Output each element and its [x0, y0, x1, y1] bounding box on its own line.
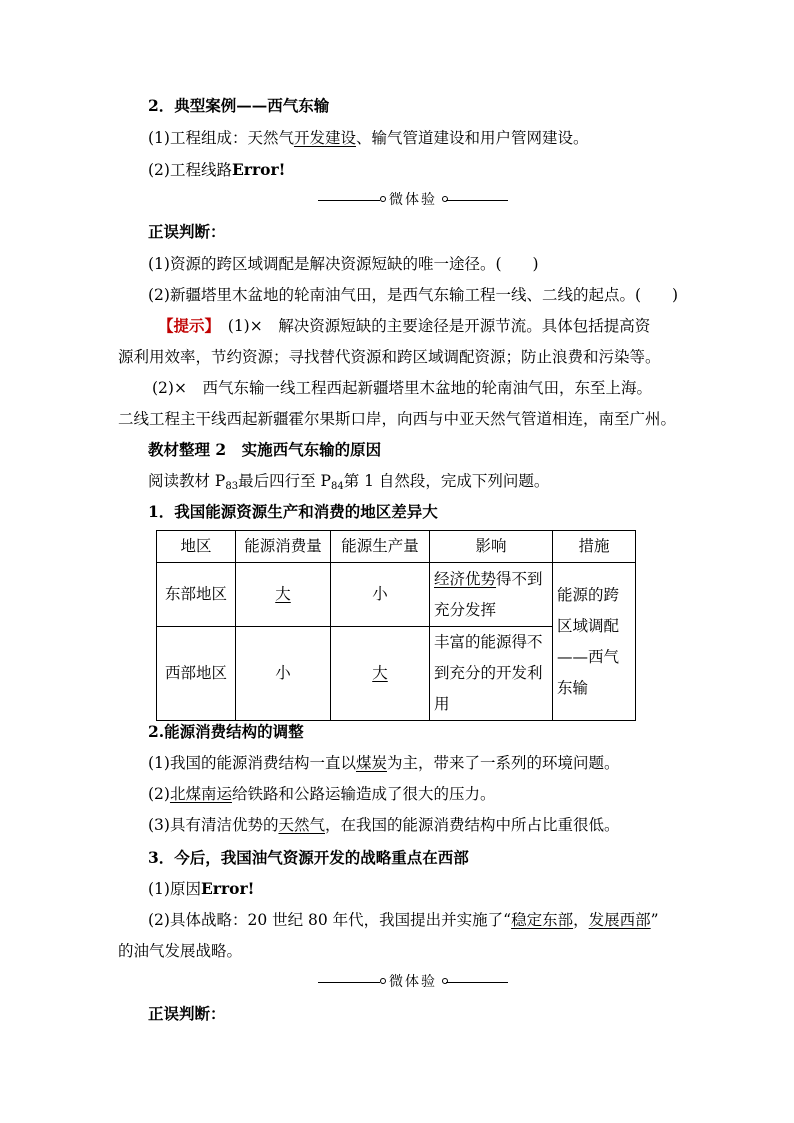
underlined-answer: 北煤南运	[169, 785, 232, 803]
text: 给铁路和公路运输造成了很大的压力。	[231, 785, 496, 803]
subheading: 1．我国能源资源生产和消费的地区差异大	[148, 502, 438, 521]
judge-heading: 正误判断：	[148, 222, 226, 241]
text: (2)	[148, 785, 170, 803]
paragraph	[148, 910, 659, 930]
paragraph-cont: 的油气发展战略。	[118, 942, 243, 960]
text: ，在我国的能源消费结构中所占比重很低。	[324, 816, 620, 834]
error-text: Error!	[200, 879, 255, 898]
separator-label: 微体验	[389, 192, 437, 208]
paragraph	[148, 128, 589, 148]
text: (3)具有清洁优势的	[148, 816, 279, 834]
text: 区域调配	[557, 616, 620, 635]
text: 东输	[557, 678, 589, 697]
material-title: 教材整理 2 实施西气东输的原因	[148, 440, 382, 459]
table-header-cell: 能源消费量	[236, 531, 331, 563]
underlined-answer: 经济优势	[434, 569, 497, 588]
text: ”	[650, 911, 659, 929]
table-header-cell: 影响	[430, 531, 553, 563]
section-title	[148, 96, 329, 116]
impact-cell	[430, 563, 553, 627]
table-header-cell: 能源生产量	[331, 531, 430, 563]
subheading: 2.能源消费结构的调整	[148, 722, 304, 741]
text: 、输气管道建设和用户管网建设。	[355, 129, 589, 147]
produce-cell: 小	[331, 563, 430, 627]
text: (2)具体战略：20 世纪 80 年代，我国提出并实施了“	[148, 911, 512, 929]
text: 丰富的能源得不	[434, 633, 543, 651]
table-header-cell: 措施	[553, 531, 636, 563]
produce-cell	[331, 627, 430, 721]
text: (1)原因	[148, 880, 201, 898]
paragraph	[148, 753, 620, 773]
separator-dot	[442, 196, 448, 202]
separator-dot	[442, 978, 448, 984]
region-cell: 西部地区	[157, 627, 236, 721]
question: (1)资源的跨区域调配是解决资源短缺的唯一途径。( )	[148, 255, 539, 273]
impact-cell	[430, 627, 553, 721]
judge-heading: 正误判断：	[148, 1004, 226, 1023]
text: ——西气	[557, 647, 620, 666]
consume-cell	[236, 563, 331, 627]
underlined-answer: 发展西部	[588, 911, 651, 929]
text: (1)× 解决资源短缺的主要途径是开源节流。具体包括提高资	[212, 317, 651, 335]
paragraph	[148, 160, 285, 180]
paragraph	[148, 784, 496, 804]
text: 能源的跨	[557, 585, 620, 604]
text: 最后四行至 P	[238, 472, 331, 490]
separator-line	[318, 982, 380, 983]
hint-paragraph-cont: 二线工程主干线西起新疆霍尔果斯口岸，向西与中亚天然气管道相连，南至广州。	[118, 410, 677, 428]
question: (2)新疆塔里木盆地的轮南油气田，是西气东输工程一线、二线的起点。( )	[148, 286, 679, 304]
page-subscript: 84	[330, 481, 344, 492]
underlined-answer: 大	[275, 585, 291, 603]
table-row	[157, 563, 636, 627]
text: ，	[573, 911, 589, 929]
underlined-answer: 天然气	[278, 816, 325, 834]
error-text: Error!	[231, 160, 286, 179]
text: (2)工程线路	[148, 161, 232, 179]
measure-cell	[553, 563, 636, 721]
text: 用	[434, 695, 450, 713]
underlined-answer: 大	[372, 664, 388, 682]
underlined-answer: 煤炭	[355, 754, 387, 772]
hint-paragraph	[158, 316, 650, 336]
text: (1)我国的能源消费结构一直以	[148, 754, 356, 772]
text: 得不到	[496, 569, 543, 588]
consume-cell: 小	[236, 627, 331, 721]
underlined-answer: 开发建设	[293, 129, 356, 147]
table-header-cell: 地区	[157, 531, 236, 563]
section-title-text: 典型案例——西气东输	[174, 96, 330, 115]
energy-table	[156, 530, 636, 721]
text: 充分发挥	[434, 600, 497, 619]
separator-label: 微体验	[389, 974, 437, 990]
text: 为主，带来了一系列的环境问题。	[386, 754, 620, 772]
text: 第 1 自然段，完成下列问题。	[343, 472, 550, 490]
paragraph	[148, 879, 254, 899]
hint-paragraph: (2)× 西气东输一线工程西起新疆塔里木盆地的轮南油气田，东至上海。	[152, 379, 652, 397]
separator-line	[446, 982, 508, 983]
table-header-row	[157, 531, 636, 563]
text: 到充分的开发利	[434, 664, 543, 682]
separator-line	[318, 200, 380, 201]
separator-line	[446, 200, 508, 201]
text: 阅读教材 P	[148, 472, 226, 490]
text: (1)工程组成：天然气	[148, 129, 294, 147]
page-subscript: 83	[225, 481, 239, 492]
region-cell: 东部地区	[157, 563, 236, 627]
section-number: 2．	[148, 96, 175, 115]
hint-paragraph-cont: 源利用效率，节约资源；寻找替代资源和跨区域调配资源；防止浪费和污染等。	[118, 348, 661, 366]
separator	[318, 972, 508, 992]
hint-tag: 【提示】	[158, 316, 213, 335]
subheading: 3．今后，我国油气资源开发的战略重点在西部	[148, 848, 469, 867]
underlined-answer: 稳定东部	[511, 911, 574, 929]
reading-instruction	[148, 471, 549, 497]
paragraph	[148, 815, 620, 835]
separator	[318, 190, 508, 210]
